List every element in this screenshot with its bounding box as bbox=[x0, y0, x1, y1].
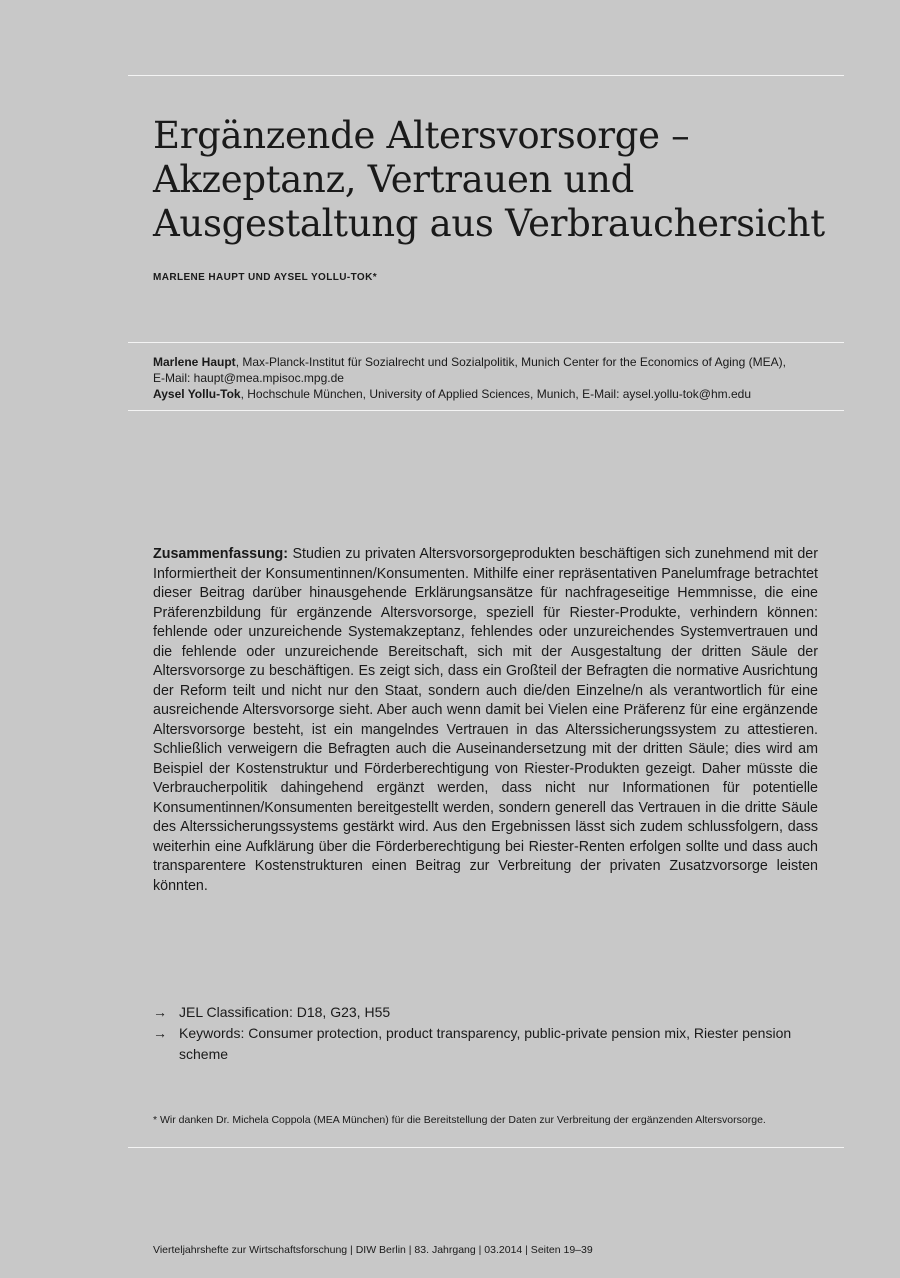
affiliations bbox=[153, 354, 833, 402]
classification-block bbox=[153, 1002, 818, 1065]
title-line: Akzeptanz, Vertrauen und bbox=[153, 158, 634, 201]
footnote: * Wir danken Dr. Michela Coppola (MEA München) für die Bereitstellung der Daten zur Verbreitung der ergänzenden Altersvorsorge. bbox=[153, 1114, 766, 1126]
affiliation-1-email: E-Mail: haupt@mea.mpisoc.mpg.de bbox=[153, 371, 344, 385]
affiliation-bottom-rule bbox=[128, 410, 844, 411]
abstract bbox=[153, 545, 818, 896]
title-line: Ausgestaltung aus Verbrauchersicht bbox=[153, 202, 825, 245]
arrow-right-icon: → bbox=[153, 1004, 167, 1020]
bottom-rule bbox=[128, 1147, 844, 1148]
abstract-label: Zusammenfassung: bbox=[153, 546, 289, 562]
jel-text: JEL Classification: D18, G23, H55 bbox=[179, 1004, 391, 1020]
author-name: Marlene Haupt bbox=[153, 355, 236, 369]
keywords-text: Keywords: Consumer protection, product transparency, public-private pension mix, Riester pension scheme bbox=[179, 1025, 792, 1062]
article-title bbox=[153, 114, 843, 246]
arrow-right-icon: → bbox=[153, 1025, 167, 1041]
affiliation-2: Aysel Yollu-Tok, Hochschule München, University of Applied Sciences, Munich, E-Mail: aysel.yollu-tok@hm.edu bbox=[153, 387, 751, 401]
jel-classification bbox=[153, 1002, 818, 1023]
keywords bbox=[153, 1023, 818, 1065]
affiliation-1: Marlene Haupt, Max-Planck-Institut für Sozialrecht und Sozialpolitik, Munich Center for the Economics of Aging (MEA), bbox=[153, 355, 786, 369]
title-line: Ergänzende Altersvorsorge – bbox=[153, 114, 690, 157]
author-line: MARLENE HAUPT UND AYSEL YOLLU-TOK* bbox=[153, 272, 377, 283]
abstract-text: Studien zu privaten Altersvorsorgeprodukten beschäftigen sich zunehmend mit der Informiertheit der Konsumentinnen/Konsumenten. Mithilfe einer repräsentativen Panelumfrage betrachtet dieser Beitrag darüber hinausgehende Erklärungsansätze für nachfrageseitige Hemmnisse, die eine Präferenzbildung für ergänzende Altersvorsorge, speziell für Riester-Produkte, verhindern können: fehlende oder unzureichende Systemakzeptanz, fehlendes oder unzureichendes Systemvertrauen und die fehlende oder unzureichende Bereitschaft, sich mit der Ausgestaltung der dritten Säule der Altersvorsorge zu beschäftigen. Es zeigt sich, dass ein Großteil der Befragten die normative Ausrichtung der Reform teilt und nicht nur den Staat, sondern auch die/den Einzelne/n als verantwortlich für eine ausreichende Altersvorsorge sieht. Aber auch wenn damit bei Vielen eine Präferenz für eine ergänzende Altersvorsorge besteht, ist ein mangelndes Vertrauen in das Alterssicherungssystem zu attestieren. Schließlich verweigern die Befragten auch die Auseinandersetzung mit der dritten Säule; dies wird am Beispiel der Kostenstruktur und Förderberechtigung von Riester-Produkten gezeigt. Daher müsste die Verbraucherpolitik dahingehend ergänzt werden, dass nicht nur Informationen für potentielle Konsumentinnen/Konsumenten bereitgestellt werden, sondern generell das Vertrauen in die dritte Säule des Alterssicherungssystems gestärkt wird. Aus den Ergebnissen lässt sich zudem schlussfolgern, dass weiterhin eine Aufklärung über die Förderberechtigung bei Riester-Renten erfolgen sollte und dass auch transparentere Kostenstrukturen einen Beitrag zur Verbreitung der privaten Zusatzvorsorge leisten könnten. bbox=[153, 546, 818, 894]
affiliation-top-rule bbox=[128, 342, 844, 343]
journal-footer: Vierteljahrshefte zur Wirtschaftsforschung | DIW Berlin | 83. Jahrgang | 03.2014 | Seiten 19–39 bbox=[153, 1244, 593, 1256]
top-rule bbox=[128, 75, 844, 76]
author-name: Aysel Yollu-Tok bbox=[153, 387, 241, 401]
